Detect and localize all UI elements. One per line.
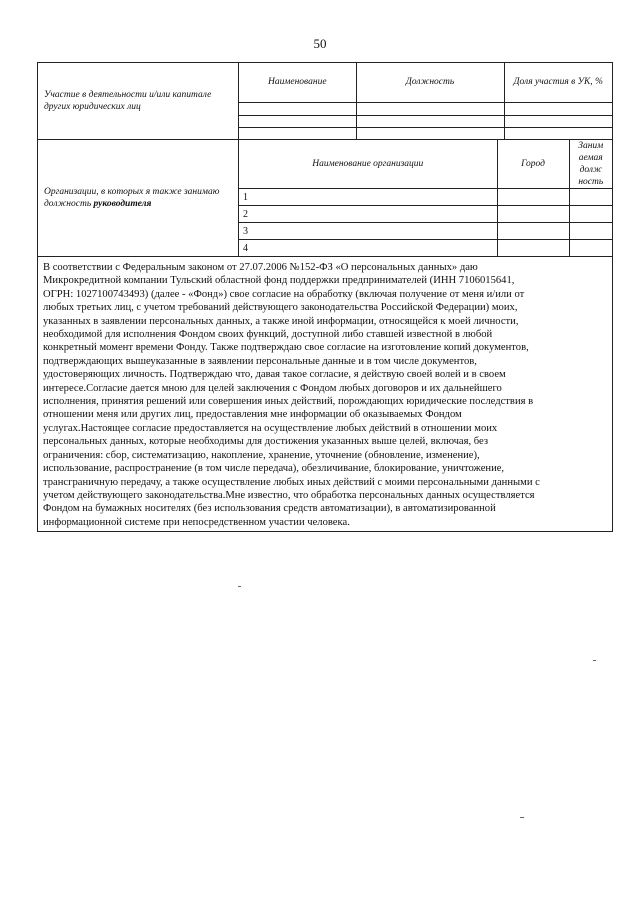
consent-line: интересе.Согласие дается мною для целей заключения с Фондом любых договоров и их дальнейшего bbox=[43, 382, 502, 394]
consent-line: отношении меня или других лиц, предоставления мне информации об оказываемых Фондом bbox=[43, 409, 462, 421]
organizations-label-bold: руководителя bbox=[93, 199, 152, 209]
consent-line: подтверждающих вышеуказанные в заявлении персональные данные и в том числе документов, bbox=[43, 355, 477, 367]
consent-line: учетом действующего законодательства.Мне известно, что обработка персональных данных осуществляется bbox=[43, 489, 535, 501]
organizations-label-prefix: Организации, в которых я также занимаю должность bbox=[44, 187, 220, 209]
organizations-header-row bbox=[239, 140, 612, 189]
participation-section bbox=[38, 63, 612, 140]
participation-cell[interactable] bbox=[356, 127, 504, 139]
consent-line: персональных данных, которые необходимы для достижения указанных выше целей, включая, без bbox=[43, 436, 489, 448]
consent-line: ограничения: сбор, систематизацию, накопление, хранение, уточнение (обновление, изменение), bbox=[43, 449, 480, 461]
consent-line: любых третьих лиц, с учетом требований действующего законодательства Российской Федерации) моих, bbox=[43, 302, 518, 314]
scan-mark bbox=[238, 586, 241, 587]
consent-line: Фондом на бумажных носителях (без использования средств автоматизации), в автоматизированной bbox=[43, 503, 496, 515]
participation-table-wrap bbox=[238, 63, 612, 139]
organizations-table bbox=[239, 140, 612, 257]
consent-line: использование, распространение (в том числе передача), обезличивание, блокирование, уничтожение, bbox=[43, 463, 505, 475]
organization-row-number: 2 bbox=[239, 206, 497, 223]
consent-text bbox=[38, 257, 612, 531]
participation-header-position: Должность bbox=[356, 63, 504, 102]
consent-line: указанных в заявлении персональных данных, а также иной информации, относящейся к моей личности, bbox=[43, 315, 519, 327]
participation-cell[interactable] bbox=[504, 115, 612, 127]
participation-cell[interactable] bbox=[356, 102, 504, 115]
organization-city-cell[interactable] bbox=[497, 189, 569, 206]
organizations-label bbox=[38, 140, 238, 256]
organization-row-number: 1 bbox=[239, 189, 497, 206]
participation-cell[interactable] bbox=[239, 115, 356, 127]
participation-table bbox=[239, 63, 612, 139]
participation-cell[interactable] bbox=[504, 127, 612, 139]
organizations-table-wrap bbox=[238, 140, 612, 256]
organization-city-cell[interactable] bbox=[497, 223, 569, 240]
participation-header-row bbox=[239, 63, 612, 102]
participation-cell[interactable] bbox=[239, 127, 356, 139]
consent-line: информационной системе при непосредственном участии человека. bbox=[43, 516, 350, 528]
organization-city-cell[interactable] bbox=[497, 240, 569, 257]
consent-line: трансграничную передачу, а также осуществление любых иных действий с моими персональными данными с bbox=[43, 476, 540, 488]
consent-line: В соответствии с Федеральным законом от 27.07.2006 №152-ФЗ «О персональных данных» даю bbox=[43, 262, 478, 273]
organization-position-cell[interactable] bbox=[569, 206, 612, 223]
table-row bbox=[239, 240, 612, 257]
scan-mark bbox=[593, 660, 596, 661]
page-number: 50 bbox=[313, 36, 327, 51]
table-row bbox=[239, 206, 612, 223]
consent-line: ОГРН: 1027100743493) (далее - «Фонд») свое согласие на обработку (включая получение от меня и/или от bbox=[43, 288, 525, 300]
table-row bbox=[239, 127, 612, 139]
consent-line: конкретный момент времени Фонду. Также подтверждаю свое согласие на изготовление копий документов, bbox=[43, 342, 529, 354]
form-frame bbox=[37, 62, 613, 532]
consent-line: услугах.Настоящее согласие предоставляется на осуществление любых действий в отношении моих bbox=[43, 422, 498, 434]
organization-city-cell[interactable] bbox=[497, 206, 569, 223]
participation-cell[interactable] bbox=[239, 102, 356, 115]
table-row bbox=[239, 223, 612, 240]
participation-label bbox=[38, 63, 238, 139]
scan-mark bbox=[520, 817, 524, 818]
organization-position-cell[interactable] bbox=[569, 223, 612, 240]
table-row bbox=[239, 189, 612, 206]
organizations-header-name: Наименование организации bbox=[239, 140, 497, 189]
organization-row-number: 4 bbox=[239, 240, 497, 257]
consent-line: Микрокредитной компании Тульский областной фонд поддержки предпринимателей (ИНН 7106015641, bbox=[43, 275, 515, 287]
organization-position-cell[interactable] bbox=[569, 189, 612, 206]
organization-position-cell[interactable] bbox=[569, 240, 612, 257]
organizations-label-text bbox=[44, 186, 232, 210]
table-row bbox=[239, 102, 612, 115]
consent-line: удостоверяющих личность. Подтверждаю что, давая такое согласие, я действую своей волей и в своем bbox=[43, 369, 506, 381]
participation-label-text: Участие в деятельности и/или капитале других юридических лиц bbox=[44, 90, 212, 112]
organizations-header-city: Город bbox=[497, 140, 569, 189]
table-row bbox=[239, 115, 612, 127]
organization-row-number: 3 bbox=[239, 223, 497, 240]
participation-header-name: Наименование bbox=[239, 63, 356, 102]
consent-line: исполнения, принятия решений или совершения иных действий, порождающих юридические последствия в bbox=[43, 396, 534, 408]
organizations-header-position: Заним аемая долж ность bbox=[569, 140, 612, 189]
participation-cell[interactable] bbox=[504, 102, 612, 115]
organizations-section bbox=[38, 140, 612, 257]
consent-line: необходимой для исполнения Фондом своих функций, доступной либо ставшей известной в любой bbox=[43, 329, 493, 341]
participation-cell[interactable] bbox=[356, 115, 504, 127]
participation-header-share: Доля участия в УК, % bbox=[504, 63, 612, 102]
